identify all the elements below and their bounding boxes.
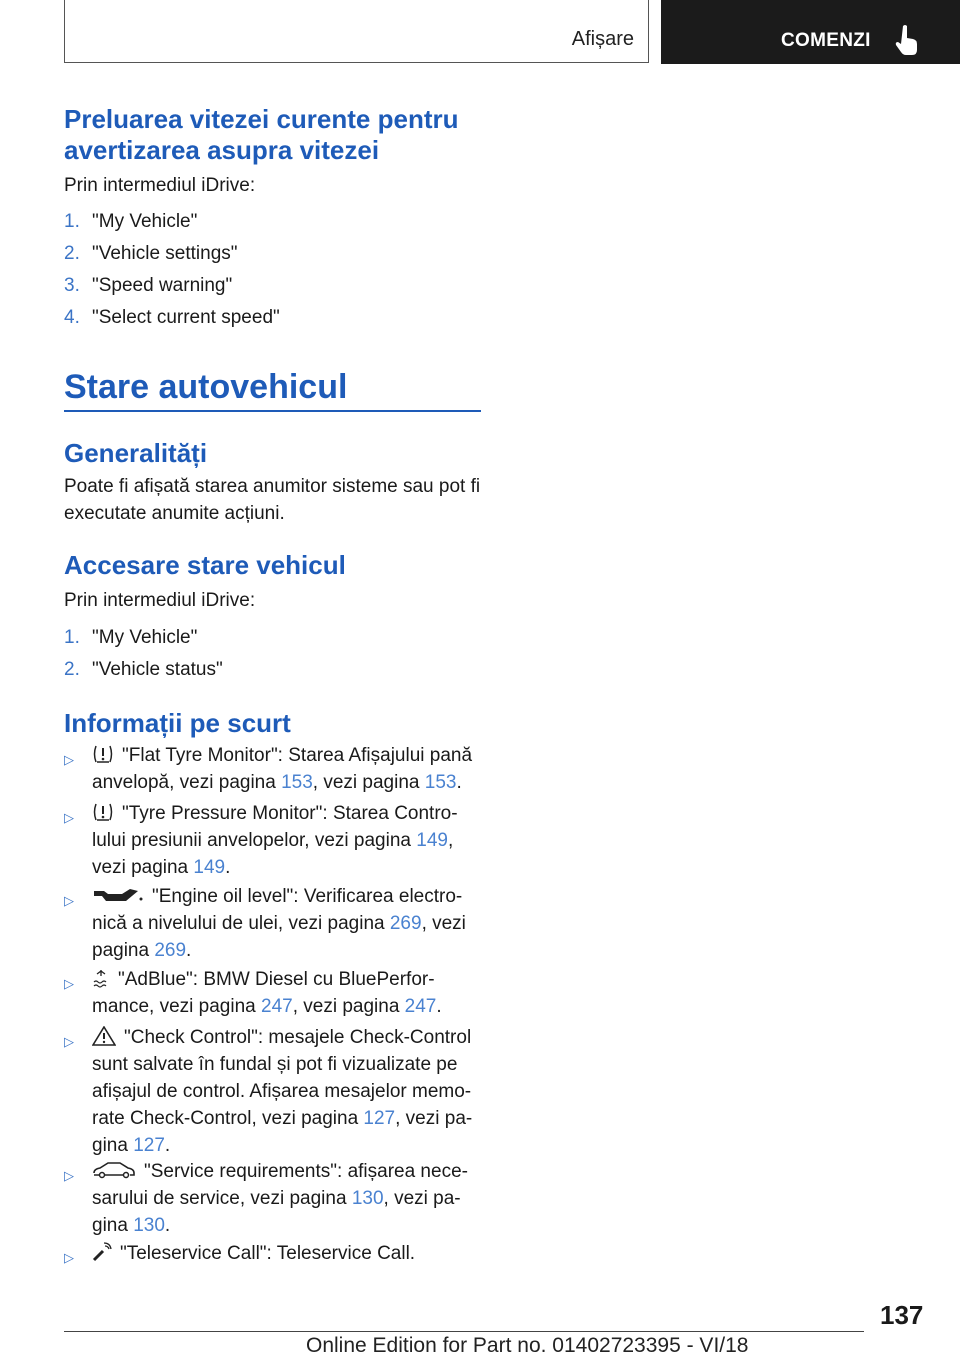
page-link[interactable]: 130 [351,1188,384,1209]
speed-section-title: Preluarea vitezei curente pentru avertizarea asupra vitezei [64,104,459,165]
pointing-hand-icon [893,24,921,56]
flat-tyre-icon [92,744,114,764]
page-number: 137 [880,1300,924,1330]
page-link[interactable]: 269 [389,913,422,934]
page-link[interactable]: 130 [133,1215,165,1236]
list-item: 2. "Vehicle status" [64,659,223,680]
page-link[interactable]: 127 [133,1135,165,1156]
page-link[interactable]: 149 [193,857,226,878]
page-link[interactable]: 127 [363,1108,396,1129]
access-intro: Prin intermediul iDrive: [64,590,256,611]
wrench-icon [92,1242,112,1262]
list-item: 1. "My Vehicle" [64,211,198,232]
service-car-icon [92,1160,136,1180]
page-link[interactable]: 153 [424,772,457,793]
header-section-label: Afișare [571,28,634,50]
page-link[interactable]: 247 [261,996,293,1017]
main-title: Stare autovehicul [64,368,348,406]
info-title: Informații pe scurt [64,708,291,738]
header-tab-label: COMENZI [781,30,871,51]
adblue-icon [92,968,110,988]
page-link[interactable]: 153 [281,772,313,793]
access-title: Accesare stare vehicul [64,550,346,580]
page-link[interactable]: 247 [404,996,437,1017]
title-rule [64,410,481,412]
list-item: 1. "My Vehicle" [64,627,198,648]
footer-text: Online Edition for Part no. 01402723395 - VI/18 [306,1334,749,1357]
list-item: 4. "Select current speed" [64,307,280,328]
list-item: 2. "Vehicle settings" [64,243,238,264]
oil-can-icon [92,885,144,905]
general-title: Generalități [64,438,208,468]
general-text: Poate fi afișată starea anumitor sisteme sau pot fi executate anumite acțiuni. [64,476,481,524]
header-section-box [64,0,649,63]
speed-intro: Prin intermediul iDrive: [64,175,256,196]
tyre-pressure-icon [92,802,114,822]
header-tab[interactable] [661,0,960,64]
list-item: 3. "Speed warning" [64,275,233,296]
page-link[interactable]: 149 [416,830,448,851]
page-link[interactable]: 269 [154,940,187,961]
footer-rule [64,1331,864,1332]
warning-triangle-icon [92,1026,116,1046]
